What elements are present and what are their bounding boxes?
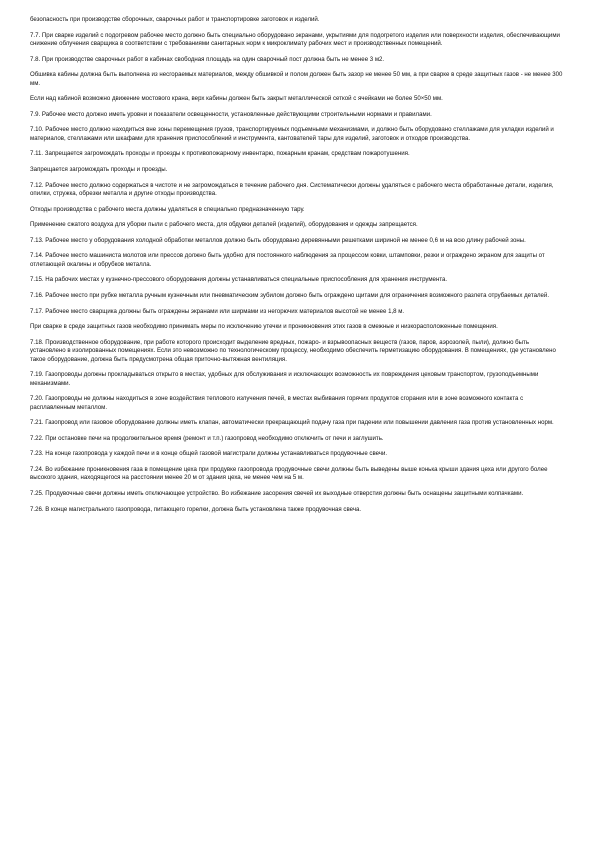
paragraph-7-14: 7.14. Рабочее место машиниста молотов или прессов должно быть удобно для постоянного наблюдения за процессом ковки, штамповки, резки и ограждено экраном для защиты от отлетающей окалины и обрубков металла. (30, 252, 545, 268)
paragraph-7-8: 7.8. При производстве сварочных работ в кабинах свободная площадь на один сварочный пост должна быть не менее 3 м2. (30, 55, 385, 63)
paragraph-7-22: 7.22. При остановке печи на продолжительное время (ремонт и т.п.) газопровод необходимо отключить от печи и заглушить. (30, 434, 384, 442)
paragraph-7-7: 7.7. При сварке изделий с подогревом рабочее место должно быть специально оборудовано экранами, укрытиями для подогретого изделия или поверхности изделия, обеспечивающими снижение облучения сварщика в соответствии с требованиями санитарных норм к микроклимату рабочих мест и производственных помещений. (30, 31, 560, 47)
paragraph-7-24: 7.24. Во избежание проникновения газа в помещение цеха при продувке газопровода продувочные свечи должны быть выведены выше конька крыши здания цеха или другого более высокого здания, находящегося на расстоянии менее 20 м от здания цеха, не менее чем на 5 м. (30, 465, 548, 482)
paragraph-7-26: 7.26. В конце магистрального газопровода, питающего горелки, должна быть установлена также продувочная свеча. (30, 505, 362, 513)
paragraph-7-19: 7.19. Газопроводы должны прокладываться открыто в местах, удобных для обслуживания и исключающих возможность их повреждения цеховым транспортом, грузоподъемными механизмами. (30, 371, 539, 387)
paragraph-7-18: 7.18. Производственное оборудование, при работе которого происходит выделение вредных, пожаро- и взрывоопасных веществ (газов, паров, аэрозолей, пыли), должно быть установлено в изолированных помещениях. Если это невозможно по технологическому процессу, необходимо обеспечить герметизацию оборудования. В помещениях, где установлено такое оборудование, должна быть предусмотрена общая приточно-вытяжная вентиляция. (30, 338, 556, 363)
paragraph-7-10: 7.10. Рабочее место должно находиться вне зоны перемещения грузов, транспортируемых подъемными механизмами, и должно быть оборудовано стеллажами для укладки изделий и материалов, стеллажами или шкафами для хранения приспособлений и инструмента, кантователей тары для изделий, заготовок и отходов производства. (30, 126, 554, 142)
paragraph-7-23: 7.23. На конце газопровода у каждой печи и в конце общей газовой магистрали должны устанавливаться продувочные свечи. (30, 450, 388, 458)
paragraph-7-21: 7.21. Газопровод или газовое оборудование должны иметь клапан, автоматически прекращающий подачу газа при падении или повышении давления газа против установленных норм. (30, 419, 554, 427)
paragraph-7-8-crane-mesh: Если над кабиной возможно движение мостового крана, верх кабины должен быть закрыт металлической сеткой с ячейками не более 50×50 мм. (30, 95, 443, 103)
paragraph-7-9: 7.9. Рабочее место должно иметь уровни и показатели освещенности, установленные действующими строительными нормами и правилами. (30, 110, 432, 118)
paragraph-7-12-compressed-air: Применение сжатого воздуха для уборки пыли с рабочего места, для обдувки деталей (изделий), оборудования и одежды запрещается. (30, 221, 418, 229)
paragraph-continuation: безопасность при производстве сборочных, сварочных работ и транспортировке заготовок и изделий. (30, 16, 320, 23)
paragraph-7-16: 7.16. Рабочее место при рубке металла ручным кузнечным или пневматическим зубилом должно быть ограждено щитами для ограничения возможного разлета отрубаемых деталей. (30, 291, 550, 299)
paragraph-7-12-waste: Отходы производства с рабочего места должны удаляться в специально предназначенную тару. (30, 205, 305, 213)
paragraph-7-17: 7.17. Рабочее место сварщика должны быть ограждены экранами или ширмами из негорючих материалов высотой не менее 1,8 м. (30, 307, 405, 315)
paragraph-7-12: 7.12. Рабочее место должно содержаться в чистоте и не загромождаться в течение рабочего дня. Систематически должны удаляться с рабочего места обработанные детали, изделия, опилки, стружка, обрезки металла и другие отходы производства. (30, 181, 554, 197)
paragraph-7-15: 7.15. На рабочих местах у кузнечно-прессового оборудования должны устанавливаться специальные приспособления для хранения инструмента. (30, 276, 448, 284)
paragraph-7-13: 7.13. Рабочее место у оборудования холодной обработки металлов должно быть оборудовано деревянными решетками шириной не менее 0,6 м на всю длину рабочей зоны. (30, 236, 526, 244)
paragraph-7-11: 7.11. Запрещается загромождать проходы и проезды к противопожарному инвентарю, пожарным кранам, средствам пожаротушения. (30, 150, 410, 158)
paragraph-7-11-passages: Запрещается загромождать проходы и проезды. (30, 165, 168, 173)
paragraph-7-25: 7.25. Продувочные свечи должны иметь отключающее устройство. Во избежание засорения свечей их выходные отверстия должны быть оснащены защитными колпачками. (30, 489, 524, 497)
paragraph-7-8-cabin-lining: Обшивка кабины должна быть выполнена из несгораемых материалов, между обшивкой и полом должен быть зазор не менее 50 мм, а при сварке в среде защитных газов - не менее 300 мм. (30, 71, 563, 87)
paragraph-7-17-shielding-gas: При сварке в среде защитных газов необходимо принимать меры по исключению утечки и проникновения этих газов в смежные и низкорасположенные помещения. (30, 323, 498, 331)
paragraph-7-20: 7.20. Газопроводы не должны находиться в зоне воздействия теплового излучения печей, в местах выбивания горячих продуктов сгорания или в зоне возможного контакта с расплавленным металлом. (30, 395, 524, 411)
